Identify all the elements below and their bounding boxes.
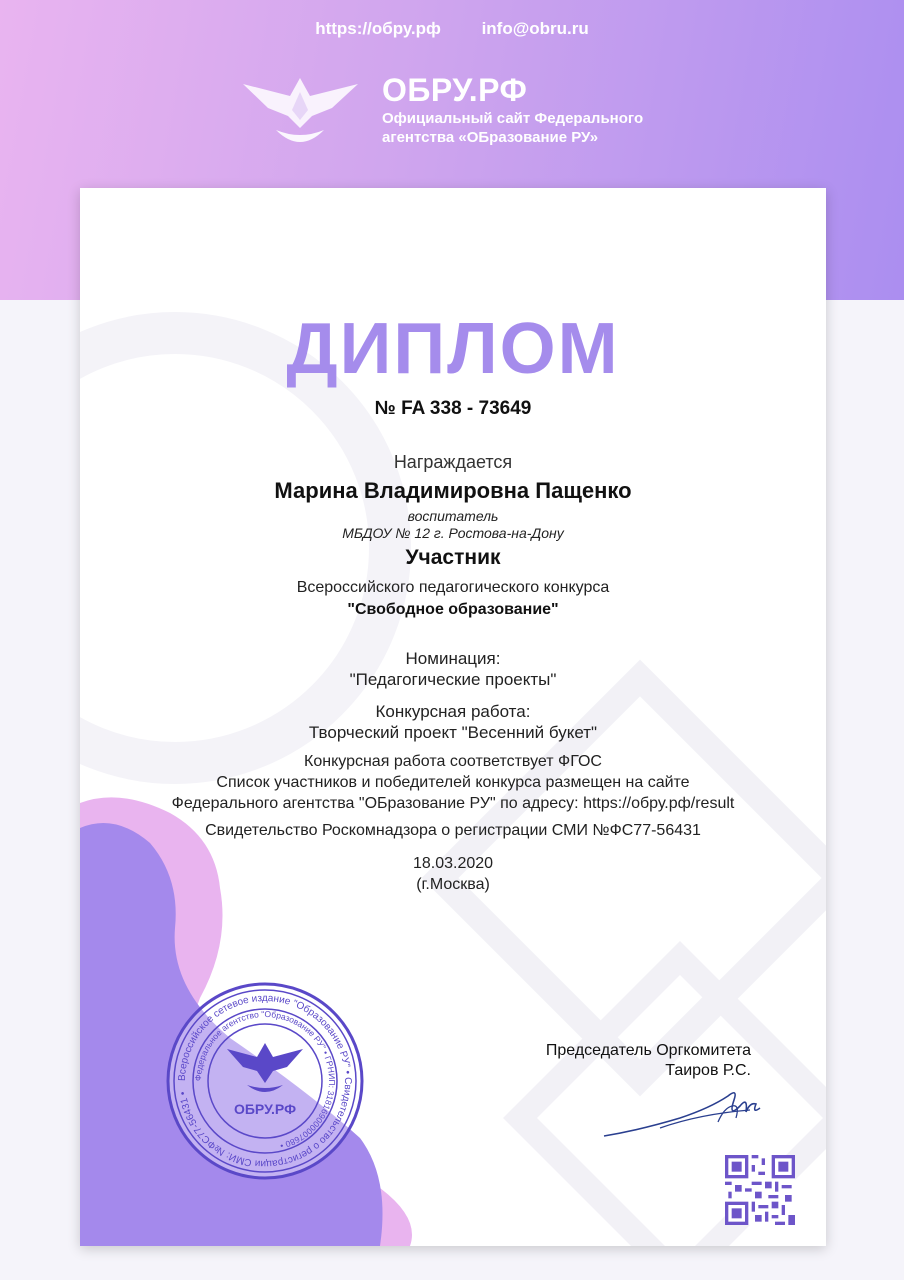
email-link[interactable]: info@obru.ru bbox=[481, 19, 589, 38]
stamp-center-text: ОБРУ.РФ bbox=[233, 1101, 297, 1117]
official-stamp bbox=[165, 981, 365, 1181]
eagle-logo-icon bbox=[238, 70, 363, 150]
work-label: Конкурсная работа: bbox=[375, 702, 531, 721]
recipient-position: воспитатель bbox=[407, 508, 499, 524]
stamp-inner-text: Федеральное агентство "Образование РУ" • ГРНИП: 318169000007680 • bbox=[192, 1008, 338, 1152]
signature-block bbox=[546, 1041, 751, 1081]
registration-note: Свидетельство Роскомнадзора о регистрации СМИ №ФС77-56431 bbox=[205, 822, 701, 839]
signature-role: Председатель Оргкомитета bbox=[545, 1042, 751, 1059]
recipient-organization: МБДОУ № 12 г. Ростова-на-Дону bbox=[342, 525, 564, 541]
diploma-title: ДИПЛОМ bbox=[286, 309, 620, 389]
recipient-name: Марина Владимировна Пащенко bbox=[274, 478, 632, 503]
contest-type: Всероссийского педагогического конкурса bbox=[296, 579, 610, 596]
header-contacts bbox=[0, 19, 904, 39]
fgos-note: Конкурсная работа соответствует ФГОС bbox=[304, 753, 602, 770]
brand-subtitle-line-2: агентства «ОБразование РУ» bbox=[382, 129, 599, 146]
diploma-number: № FA 338 - 73649 bbox=[374, 398, 532, 419]
handwritten-signature bbox=[600, 1078, 765, 1148]
award-date: 18.03.2020 bbox=[412, 855, 494, 872]
list-note-line-1: Список участников и победителей конкурса размещен на сайте bbox=[216, 774, 690, 791]
signature-name: Таиров Р.С. bbox=[665, 1062, 751, 1079]
awarded-label: Награждается bbox=[393, 452, 513, 472]
brand bbox=[382, 72, 643, 146]
nomination-label: Номинация: bbox=[405, 649, 501, 668]
nomination-value: "Педагогические проекты" bbox=[349, 670, 557, 689]
award-city: (г.Москва) bbox=[416, 876, 490, 893]
brand-name: ОБРУ.РФ bbox=[382, 72, 528, 108]
brand-subtitle-line-1: Официальный сайт Федерального bbox=[382, 110, 644, 127]
list-note-line-2: Федерального агентства "ОБразование РУ" по адресу: https://обру.рф/result bbox=[171, 795, 735, 812]
contest-name: "Свободное образование" bbox=[347, 601, 559, 618]
work-value: Творческий проект "Весенний букет" bbox=[308, 723, 598, 742]
qr-code-icon[interactable] bbox=[725, 1155, 795, 1225]
award-status: Участник bbox=[405, 546, 501, 569]
stamp-outer-text: Всероссийское сетевое издание "Образование РУ" • Свидетельство о регистрации СМИ: №ФС77-56431 • bbox=[176, 992, 354, 1170]
website-link[interactable]: https://обру.рф bbox=[315, 19, 441, 38]
diploma-card bbox=[80, 188, 826, 1246]
